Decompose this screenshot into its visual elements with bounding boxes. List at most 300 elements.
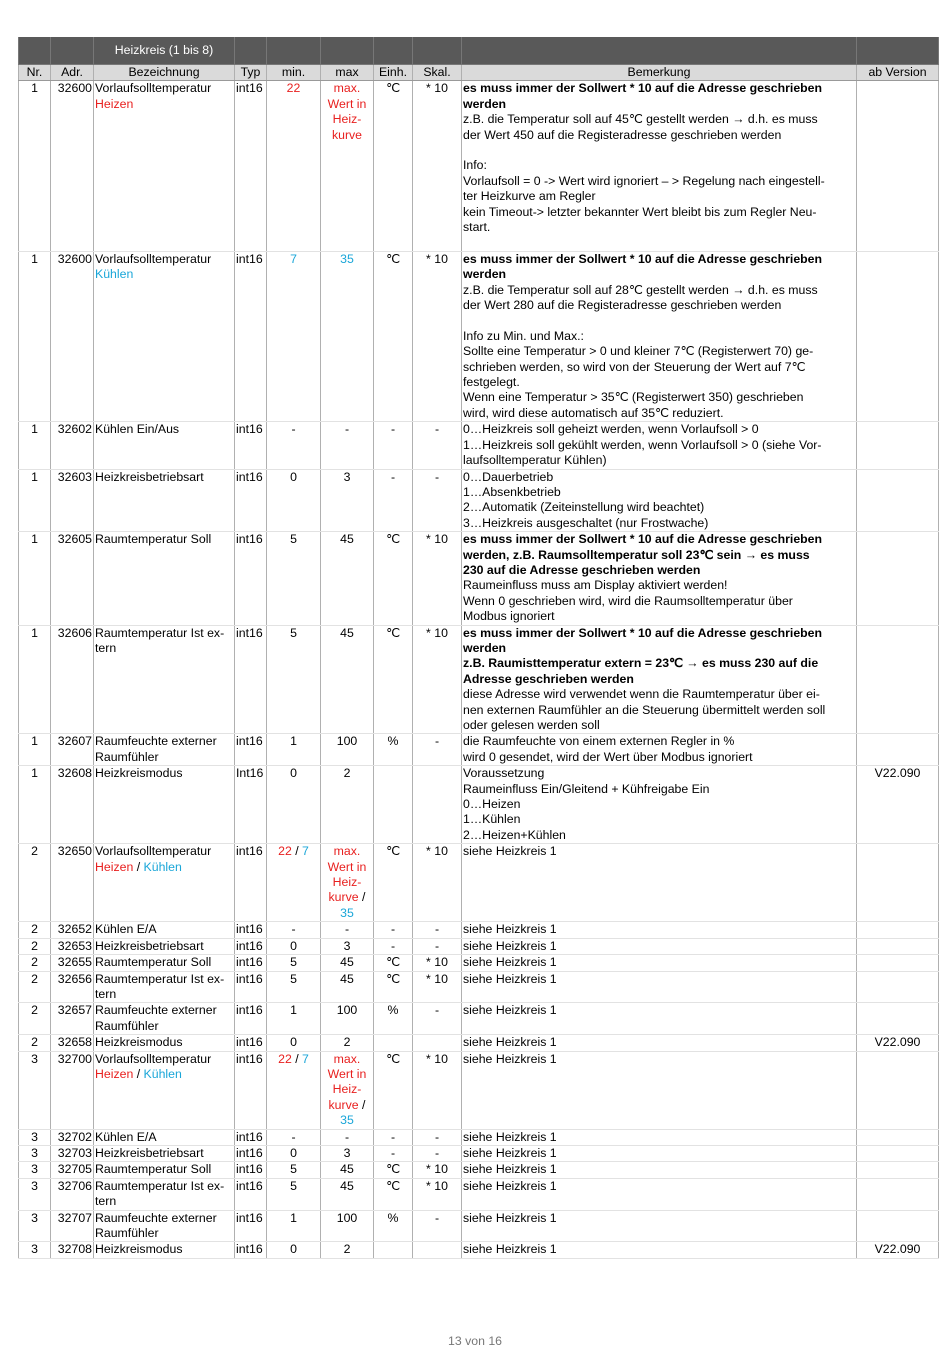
max-line: 2 [343, 766, 351, 781]
max-line: - [344, 422, 350, 437]
cell-max [321, 922, 374, 938]
min-cool-value: 7 [302, 844, 309, 859]
cell-typ: int16 [235, 1210, 267, 1242]
cell-adr: 32606 [51, 625, 94, 734]
col-header-version: ab Version [857, 65, 939, 81]
remark-line [463, 143, 855, 158]
cell-min [267, 1145, 321, 1161]
cell-min: 22 / 7 [267, 844, 321, 922]
cell-bezeichnung: Heizkreisbetriebsart [94, 469, 235, 532]
remark-line: werden [463, 96, 507, 111]
cell-min [267, 766, 321, 844]
max-line: 45 [340, 1162, 354, 1177]
max-line: - [344, 922, 350, 937]
remark-line: siehe Heizkreis 1 [463, 1035, 557, 1050]
cell-nr: 3 [19, 1242, 51, 1258]
cell-bezeichnung: Raumtemperatur Soll [94, 532, 235, 625]
cell-bezeichnung: Heizkreismodus [94, 766, 235, 844]
cell-skal: * 10 [413, 1162, 462, 1178]
max-line: 35 [340, 251, 354, 266]
cell-max [321, 81, 374, 251]
table-row [19, 971, 939, 1003]
cell-skal: * 10 [413, 625, 462, 734]
min-value: 7 [290, 251, 297, 266]
min-value: 0 [290, 1145, 297, 1160]
table-row [19, 938, 939, 954]
cell-einh: % [374, 1003, 413, 1035]
cell-skal: * 10 [413, 81, 462, 251]
cell-typ: int16 [235, 1242, 267, 1258]
cell-max: max. Wert in Heiz- kurve / 35 [321, 1051, 374, 1129]
remark-line: siehe Heizkreis 1 [463, 922, 557, 937]
cell-adr: 32655 [51, 955, 94, 971]
remark-line: 0…Heizkreis soll geheizt werden, wenn Vorlaufsoll > 0 [463, 422, 759, 437]
cell-bemerkung [462, 1003, 857, 1035]
cell-max [321, 734, 374, 766]
cell-max [321, 955, 374, 971]
col-header-adr: Adr. [51, 65, 94, 81]
cell-min [267, 532, 321, 625]
remark-line: siehe Heizkreis 1 [463, 1051, 557, 1066]
remark-line: ter Heizkurve am Regler [463, 189, 596, 204]
min-value: 0 [290, 938, 297, 953]
remark-line: siehe Heizkreis 1 [463, 844, 557, 859]
mode-heat-label: Heizen [95, 96, 134, 111]
min-value: 0 [290, 469, 297, 484]
cell-skal: - [413, 469, 462, 532]
cell-nr: 2 [19, 844, 51, 922]
min-value: 1 [290, 734, 297, 749]
cell-nr: 2 [19, 955, 51, 971]
cell-typ: int16 [235, 1145, 267, 1161]
cell-skal: - [413, 1003, 462, 1035]
min-value: 5 [290, 971, 297, 986]
cell-nr: 1 [19, 422, 51, 469]
table-row [19, 734, 939, 766]
remark-line: siehe Heizkreis 1 [463, 1145, 557, 1160]
register-table [18, 37, 939, 1259]
max-line: 45 [340, 625, 354, 640]
cell-min [267, 971, 321, 1003]
cell-max [321, 1162, 374, 1178]
max-line: 100 [336, 734, 358, 749]
min-cool-value: 7 [302, 1051, 309, 1066]
cell-einh: - [374, 938, 413, 954]
cell-typ: int16 [235, 971, 267, 1003]
remark-line: die Raumfeuchte von einem externen Regler in % [463, 734, 735, 749]
max-line: 3 [343, 938, 351, 953]
cell-skal: - [413, 734, 462, 766]
cell-einh: - [374, 1145, 413, 1161]
cell-version [857, 971, 939, 1003]
max-line: 100 [336, 1003, 358, 1018]
cell-max [321, 1035, 374, 1051]
max-line: Heiz- [332, 875, 362, 890]
remark-line: z.B. Raumisttemperatur extern = 23℃ → es muss 230 auf die [463, 656, 819, 671]
max-line: 45 [340, 532, 354, 547]
remark-line: es muss immer der Sollwert * 10 auf die Adresse geschrieben [463, 625, 823, 640]
cell-bezeichnung: Vorlaufsolltemperatur Heizen / Kühlen [94, 1051, 235, 1129]
remark-line: laufsolltemperatur Kühlen) [463, 453, 607, 468]
cell-typ: int16 [235, 938, 267, 954]
cell-min [267, 1162, 321, 1178]
min-value: 1 [290, 1003, 297, 1018]
remark-line [463, 235, 855, 250]
cell-min [267, 469, 321, 532]
cell-skal: - [413, 922, 462, 938]
cell-einh: ℃ [374, 81, 413, 251]
cell-einh: % [374, 1210, 413, 1242]
min-heat-value: 22 [278, 844, 292, 859]
max-line: max. [333, 1051, 361, 1066]
table-row [19, 1162, 939, 1178]
cell-typ: int16 [235, 1178, 267, 1210]
cell-adr: 32657 [51, 1003, 94, 1035]
cell-skal [413, 766, 462, 844]
cell-version: V22.090 [857, 1242, 939, 1258]
table-row [19, 955, 939, 971]
cell-adr: 32605 [51, 532, 94, 625]
cell-einh: ℃ [374, 971, 413, 1003]
cell-typ: int16 [235, 532, 267, 625]
cell-nr: 1 [19, 532, 51, 625]
cell-version [857, 922, 939, 938]
cell-nr: 3 [19, 1162, 51, 1178]
max-line: 45 [340, 971, 354, 986]
cell-bezeichnung: Vorlaufsolltemperatur Kühlen [94, 251, 235, 421]
cell-einh [374, 766, 413, 844]
cell-bemerkung [462, 734, 857, 766]
min-value: 22 [286, 81, 301, 96]
cell-min [267, 1210, 321, 1242]
remark-line: es muss immer der Sollwert * 10 auf die Adresse geschrieben [463, 532, 823, 547]
cell-einh: ℃ [374, 251, 413, 421]
remark-line: oder gelesen werden soll [463, 718, 600, 733]
cell-version [857, 1210, 939, 1242]
remark-line: Wenn eine Temperatur > 35℃ (Registerwert 350) geschrieben [463, 390, 804, 405]
cell-adr: 32653 [51, 938, 94, 954]
cell-adr: 32706 [51, 1178, 94, 1210]
cell-adr: 32702 [51, 1129, 94, 1145]
cell-version [857, 844, 939, 922]
cell-bezeichnung: Raumtemperatur Ist ex- tern [94, 625, 235, 734]
cell-bemerkung [462, 81, 857, 251]
cell-bemerkung [462, 844, 857, 922]
cell-version: V22.090 [857, 1035, 939, 1051]
cell-adr: 32608 [51, 766, 94, 844]
cell-bemerkung [462, 922, 857, 938]
cell-bezeichnung: Heizkreismodus [94, 1242, 235, 1258]
cell-einh [374, 1242, 413, 1258]
cell-typ: int16 [235, 251, 267, 421]
cell-skal [413, 1242, 462, 1258]
remark-line: 1…Heizkreis soll gekühlt werden, wenn Vorlaufsoll > 0 (siehe Vor- [463, 437, 822, 452]
remark-line: 2…Heizen+Kühlen [463, 827, 566, 842]
cell-adr: 32650 [51, 844, 94, 922]
cell-nr: 1 [19, 81, 51, 251]
cell-typ: int16 [235, 922, 267, 938]
cell-version [857, 81, 939, 251]
cell-einh: ℃ [374, 1162, 413, 1178]
cell-bemerkung [462, 251, 857, 421]
min-value: 5 [290, 955, 297, 970]
cell-skal: * 10 [413, 955, 462, 971]
cell-adr: 32602 [51, 422, 94, 469]
cell-version [857, 955, 939, 971]
cell-skal: * 10 [413, 1051, 462, 1129]
remark-line: Sollte eine Temperatur > 0 und kleiner 7℃ (Registerwert 70) ge- [463, 344, 814, 359]
col-header-bezeichnung: Bezeichnung [94, 65, 235, 81]
remark-line: siehe Heizkreis 1 [463, 1003, 557, 1018]
remark-line: siehe Heizkreis 1 [463, 1129, 557, 1144]
cell-max: max. Wert in Heiz- kurve / 35 [321, 844, 374, 922]
cell-bemerkung [462, 625, 857, 734]
remark-line: der Wert 450 auf die Registeradresse geschrieben werden [463, 127, 782, 142]
cell-max [321, 1003, 374, 1035]
remark-line: Info zu Min. und Max.: [463, 328, 584, 343]
cell-typ: int16 [235, 1035, 267, 1051]
cell-max [321, 971, 374, 1003]
max-line: kurve [328, 890, 359, 905]
cell-min [267, 251, 321, 421]
cell-adr: 32707 [51, 1210, 94, 1242]
table-row [19, 81, 939, 251]
max-line: max. [333, 81, 361, 96]
cell-bezeichnung: Raumtemperatur Ist ex- tern [94, 1178, 235, 1210]
cell-min [267, 955, 321, 971]
max-line: Heiz- [332, 1082, 362, 1097]
cell-min: 22 / 7 [267, 1051, 321, 1129]
cell-max [321, 422, 374, 469]
cell-einh: ℃ [374, 1051, 413, 1129]
cell-min [267, 1178, 321, 1210]
cell-bemerkung [462, 1210, 857, 1242]
cell-max [321, 1210, 374, 1242]
cell-version [857, 938, 939, 954]
register-rows [19, 81, 939, 1258]
cell-version [857, 1003, 939, 1035]
cell-max [321, 938, 374, 954]
cell-nr: 3 [19, 1051, 51, 1129]
remark-line: z.B. die Temperatur soll auf 28℃ gestellt werden → d.h. es muss [463, 282, 818, 297]
remark-line: 1…Kühlen [463, 812, 521, 827]
remark-line: Voraussetzung [463, 766, 545, 781]
max-line: 35 [340, 905, 354, 920]
table-row [19, 469, 939, 532]
page-number: 13 von 16 [447, 1334, 502, 1348]
cell-einh: - [374, 922, 413, 938]
min-value: 5 [290, 1162, 297, 1177]
cell-adr: 32658 [51, 1035, 94, 1051]
cell-skal: * 10 [413, 971, 462, 1003]
remark-line: 0…Heizen [463, 797, 521, 812]
cell-adr: 32652 [51, 922, 94, 938]
remark-line: siehe Heizkreis 1 [463, 1242, 557, 1257]
col-header-bemerkung: Bemerkung [462, 65, 857, 81]
remark-line: es muss immer der Sollwert * 10 auf die Adresse geschrieben [463, 251, 823, 266]
remark-line: 0…Dauerbetrieb [463, 469, 554, 484]
cell-bezeichnung: Vorlaufsolltemperatur Heizen [94, 81, 235, 251]
cell-typ: int16 [235, 422, 267, 469]
max-line: 3 [343, 1145, 351, 1160]
remark-line: siehe Heizkreis 1 [463, 1210, 557, 1225]
cell-bezeichnung: Raumfeuchte externer Raumfühler [94, 1003, 235, 1035]
mode-cool-label: Kühlen [95, 267, 134, 282]
remark-line: 1…Absenkbetrieb [463, 484, 561, 499]
min-heat-value: 22 [278, 1051, 292, 1066]
cell-max [321, 469, 374, 532]
table-row [19, 422, 939, 469]
remark-line: Adresse geschrieben werden [463, 671, 634, 686]
cell-skal: * 10 [413, 844, 462, 922]
min-value: 5 [290, 625, 297, 640]
cell-nr: 1 [19, 766, 51, 844]
max-line: 100 [336, 1210, 358, 1225]
min-value: - [291, 922, 296, 937]
cell-adr: 32656 [51, 971, 94, 1003]
remark-line: Vorlaufsoll = 0 -> Wert wird ignoriert – > Regelung nach eingestell- [463, 173, 825, 188]
table-row [19, 1145, 939, 1161]
remark-line: der Wert 280 auf die Registeradresse geschrieben werden [463, 298, 782, 313]
cell-max [321, 625, 374, 734]
cell-min [267, 1003, 321, 1035]
cell-bemerkung [462, 955, 857, 971]
max-line: max. [333, 844, 361, 859]
cell-version [857, 422, 939, 469]
remark-line: Info: [463, 158, 487, 173]
cell-version [857, 625, 939, 734]
cell-adr: 32600 [51, 251, 94, 421]
cell-einh: ℃ [374, 844, 413, 922]
remark-line: es muss immer der Sollwert * 10 auf die Adresse geschrieben [463, 81, 823, 96]
table-row [19, 1051, 939, 1129]
remark-line: wird 0 gesendet, wird der Wert über Modbus ignoriert [463, 749, 753, 764]
cell-skal: - [413, 1145, 462, 1161]
col-header-typ: Typ [235, 65, 267, 81]
cell-nr: 2 [19, 1035, 51, 1051]
cell-version [857, 1162, 939, 1178]
cell-bezeichnung: Raumtemperatur Soll [94, 955, 235, 971]
table-row [19, 625, 939, 734]
table-row [19, 1035, 939, 1051]
cell-version [857, 1129, 939, 1145]
col-header-max: max [321, 65, 374, 81]
table-row [19, 532, 939, 625]
remark-line: nen externen Raumfühler an die Steuerung übermittelt werden soll [463, 702, 826, 717]
max-line: 45 [340, 1178, 354, 1193]
cell-version [857, 251, 939, 421]
cell-typ: int16 [235, 469, 267, 532]
cell-adr: 32705 [51, 1162, 94, 1178]
max-line: - [344, 1129, 350, 1144]
cell-nr: 3 [19, 1129, 51, 1145]
max-line: Wert in [327, 1066, 367, 1081]
cell-bemerkung [462, 1178, 857, 1210]
min-value: 5 [290, 1178, 297, 1193]
cell-nr: 1 [19, 251, 51, 421]
cell-typ: int16 [235, 81, 267, 251]
cell-bezeichnung: Kühlen E/A [94, 1129, 235, 1145]
remark-line: 2…Automatik (Zeiteinstellung wird beachtet) [463, 500, 705, 515]
cell-nr: 3 [19, 1145, 51, 1161]
cell-bemerkung [462, 532, 857, 625]
cell-min [267, 1129, 321, 1145]
cell-bemerkung [462, 1035, 857, 1051]
remark-line: start. [463, 220, 491, 235]
table-row [19, 1003, 939, 1035]
max-line: 2 [343, 1242, 351, 1257]
col-header-min: min. [267, 65, 321, 81]
remark-line: z.B. die Temperatur soll auf 45℃ gestellt werden → d.h. es muss [463, 112, 818, 127]
cell-max [321, 1145, 374, 1161]
cell-adr: 32603 [51, 469, 94, 532]
cell-bemerkung [462, 971, 857, 1003]
cell-einh: ℃ [374, 532, 413, 625]
cell-bemerkung [462, 422, 857, 469]
max-line: Wert in [327, 859, 367, 874]
remark-line: schrieben werden, so wird von der Steuerung der Wert auf 7℃ [463, 359, 806, 374]
cell-typ: int16 [235, 1003, 267, 1035]
remark-line: 230 auf die Adresse geschrieben werden [463, 562, 701, 577]
remark-line: siehe Heizkreis 1 [463, 1162, 557, 1177]
remark-line: Raumeinfluss Ein/Gleitend + Kühfreigabe Ein [463, 781, 710, 796]
cell-nr: 2 [19, 971, 51, 1003]
cell-bemerkung [462, 1051, 857, 1129]
min-value: 0 [290, 1035, 297, 1050]
remark-line: siehe Heizkreis 1 [463, 1178, 557, 1193]
col-header-skal: Skal. [413, 65, 462, 81]
cell-min [267, 1242, 321, 1258]
cell-einh: - [374, 469, 413, 532]
cell-skal: * 10 [413, 532, 462, 625]
cell-bezeichnung: Kühlen E/A [94, 922, 235, 938]
cell-bezeichnung: Raumtemperatur Soll [94, 1162, 235, 1178]
cell-min [267, 625, 321, 734]
cell-bemerkung [462, 1162, 857, 1178]
cell-bemerkung [462, 1129, 857, 1145]
max-line: 3 [343, 469, 351, 484]
cell-nr: 3 [19, 1178, 51, 1210]
min-value: 0 [290, 1242, 297, 1257]
cell-version [857, 734, 939, 766]
table-row [19, 251, 939, 421]
cell-nr: 2 [19, 938, 51, 954]
cell-adr: 32708 [51, 1242, 94, 1258]
mode-heat-label: Heizen [95, 1066, 134, 1081]
section-header-row [19, 37, 939, 65]
cell-nr: 2 [19, 1003, 51, 1035]
cell-typ: int16 [235, 955, 267, 971]
cell-max [321, 251, 374, 421]
cell-min [267, 922, 321, 938]
cell-bemerkung [462, 938, 857, 954]
cell-einh: - [374, 1129, 413, 1145]
table-row [19, 1178, 939, 1210]
max-line: 2 [343, 1035, 351, 1050]
cell-typ: Int16 [235, 766, 267, 844]
cell-typ: int16 [235, 734, 267, 766]
cell-min [267, 734, 321, 766]
cell-typ: int16 [235, 844, 267, 922]
remark-line [463, 313, 855, 328]
cell-bezeichnung: Heizkreismodus [94, 1035, 235, 1051]
cell-bemerkung [462, 1145, 857, 1161]
cell-einh: - [374, 422, 413, 469]
cell-skal: - [413, 1129, 462, 1145]
remark-line: festgelegt. [463, 375, 520, 390]
cell-nr: 3 [19, 1210, 51, 1242]
max-line: Heiz- [332, 112, 362, 127]
